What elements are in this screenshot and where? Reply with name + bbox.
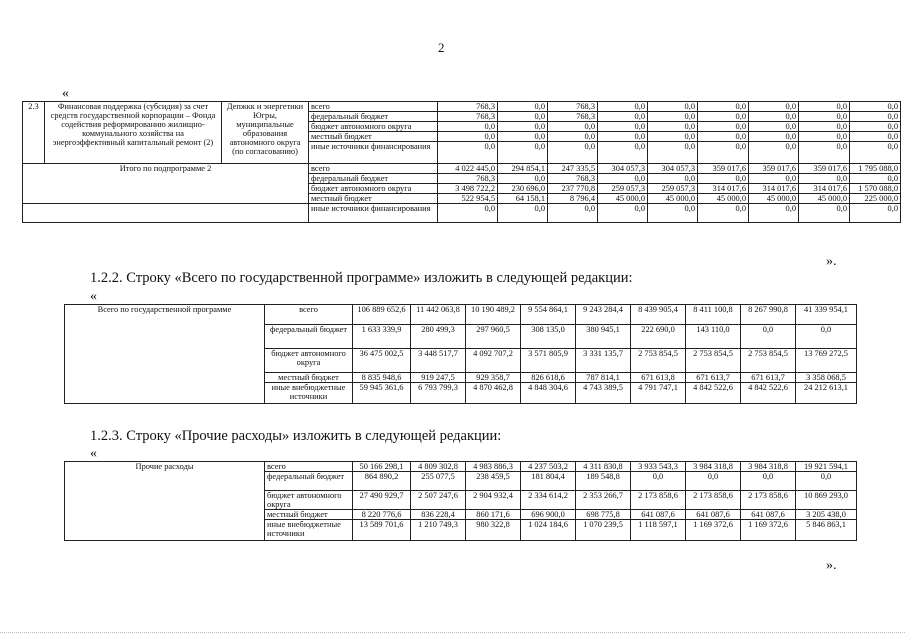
value-cell: 4 791 747,1 [631,383,686,404]
close-quote-1: ». [826,254,837,269]
value-cell: 0,0 [548,132,598,142]
value-cell: 4 870 462,8 [466,383,521,404]
value-cell: 768,3 [548,102,598,112]
funding-source: всего [309,164,438,174]
value-cell: 8 220 776,6 [353,510,411,520]
value-cell: 641 087,6 [631,510,686,520]
state-program-total-table [64,304,857,404]
value-cell: 41 339 954,1 [796,305,857,325]
value-cell: 0,0 [741,472,796,491]
page-number: 2 [438,40,445,55]
row-number: 2.3 [23,102,45,164]
value-cell: 36 475 002,5 [353,349,411,373]
funding-source: бюджет автономного округа [265,491,353,510]
table-row [65,462,857,472]
value-cell: 860 171,6 [466,510,521,520]
value-cell: 3 933 543,3 [631,462,686,472]
value-cell: 59 945 361,6 [353,383,411,404]
value-cell: 671 613,7 [741,373,796,383]
subprogram-2-table [22,101,901,223]
table-row [65,305,857,325]
value-cell: 8 439 905,4 [631,305,686,325]
value-cell: 4 022 445,0 [438,164,498,174]
value-cell: 0,0 [850,174,901,184]
value-cell: 0,0 [698,142,749,164]
value-cell: 0,0 [850,102,901,112]
value-cell: 3 498 722,2 [438,184,498,194]
value-cell: 13 769 272,5 [796,349,857,373]
funding-source: иные внебюджетные источники [265,520,353,541]
value-cell: 2 334 614,2 [521,491,576,510]
funding-source: местный бюджет [265,510,353,520]
value-cell: 0,0 [749,174,799,184]
value-cell: 304 057,3 [598,164,648,174]
value-cell: 0,0 [698,122,749,132]
value-cell: 1 633 339,9 [353,325,411,349]
value-cell: 143 110,0 [686,325,741,349]
value-cell: 359 017,6 [698,164,749,174]
subtotal-name: Итого по подпрограмме 2 [23,164,309,204]
funding-source: всего [265,462,353,472]
value-cell: 0,0 [799,122,850,132]
value-cell: 0,0 [498,112,548,122]
value-cell: 0,0 [648,204,698,223]
value-cell: 4 809 302,8 [411,462,466,472]
heading-1-2-2: 1.2.2. Строку «Всего по государственной программе» изложить в следующей редакции: [90,270,633,286]
value-cell: 1 169 372,6 [741,520,796,541]
value-cell: 255 077,5 [411,472,466,491]
value-cell: 314 017,6 [698,184,749,194]
empty-cell [23,204,309,223]
table-row [23,102,901,112]
value-cell: 980 322,8 [466,520,521,541]
value-cell: 864 890,2 [353,472,411,491]
funding-source: местный бюджет [309,194,438,204]
value-cell: 0,0 [648,112,698,122]
value-cell: 45 000,0 [749,194,799,204]
value-cell: 1 024 184,6 [521,520,576,541]
value-cell: 0,0 [648,102,698,112]
value-cell: 230 696,0 [498,184,548,194]
value-cell: 768,3 [548,174,598,184]
value-cell: 2 173 858,6 [741,491,796,510]
value-cell: 0,0 [648,122,698,132]
value-cell: 671 613,8 [631,373,686,383]
value-cell: 2 507 247,6 [411,491,466,510]
value-cell: 0,0 [598,142,648,164]
value-cell: 0,0 [749,112,799,122]
value-cell: 259 057,3 [648,184,698,194]
value-cell: 919 247,5 [411,373,466,383]
value-cell: 50 166 298,1 [353,462,411,472]
funding-source: бюджет автономного округа [309,122,438,132]
value-cell: 1 070 239,5 [576,520,631,541]
value-cell: 4 092 707,2 [466,349,521,373]
value-cell: 3 358 068,5 [796,373,857,383]
value-cell: 8 835 948,6 [353,373,411,383]
value-cell: 380 945,1 [576,325,631,349]
value-cell: 826 618,6 [521,373,576,383]
value-cell: 0,0 [850,112,901,122]
value-cell: 3 984 318,8 [686,462,741,472]
value-cell: 1 210 749,3 [411,520,466,541]
open-quote-1: « [62,86,69,101]
value-cell: 294 854,1 [498,164,548,174]
value-cell: 768,3 [438,112,498,122]
value-cell: 0,0 [438,204,498,223]
value-cell: 0,0 [749,122,799,132]
value-cell: 0,0 [749,204,799,223]
value-cell: 11 442 063,8 [411,305,466,325]
value-cell: 238 459,5 [466,472,521,491]
value-cell: 768,3 [548,112,598,122]
value-cell: 45 000,0 [648,194,698,204]
value-cell: 3 331 135,7 [576,349,631,373]
value-cell: 5 846 863,1 [796,520,857,541]
value-cell: 1 570 088,0 [850,184,901,194]
value-cell: 6 793 799,3 [411,383,466,404]
value-cell: 4 848 304,6 [521,383,576,404]
value-cell: 189 548,8 [576,472,631,491]
value-cell: 1 118 597,1 [631,520,686,541]
row-title: Прочие расходы [65,462,265,541]
open-quote-3: « [90,446,97,461]
funding-source: всего [265,305,353,325]
value-cell: 2 904 932,4 [466,491,521,510]
value-cell: 10 869 293,0 [796,491,857,510]
value-cell: 0,0 [796,472,857,491]
value-cell: 4 743 389,5 [576,383,631,404]
value-cell: 2 173 858,6 [686,491,741,510]
executor-name: Депжкк и энергетики Югры, муниципальные образования автономного округа (по согласованию) [222,102,309,164]
value-cell: 0,0 [438,122,498,132]
value-cell: 768,3 [438,102,498,112]
funding-source: иные источники финансирования [309,142,438,164]
value-cell: 0,0 [698,204,749,223]
value-cell: 671 613,7 [686,373,741,383]
value-cell: 3 205 438,0 [796,510,857,520]
value-cell: 836 228,4 [411,510,466,520]
value-cell: 280 499,3 [411,325,466,349]
value-cell: 19 921 594,1 [796,462,857,472]
value-cell: 0,0 [548,122,598,132]
value-cell: 0,0 [749,102,799,112]
value-cell: 225 000,0 [850,194,901,204]
funding-source: иные внебюджетные источники [265,383,353,404]
value-cell: 0,0 [548,142,598,164]
value-cell: 4 842 522,6 [686,383,741,404]
value-cell: 314 017,6 [749,184,799,194]
value-cell: 0,0 [850,204,901,223]
value-cell: 45 000,0 [598,194,648,204]
value-cell: 314 017,6 [799,184,850,194]
row-title: Всего по государственной программе [65,305,265,404]
funding-source: иные источники финансирования [309,204,438,223]
value-cell: 64 158,1 [498,194,548,204]
value-cell: 696 900,0 [521,510,576,520]
value-cell: 2 173 858,6 [631,491,686,510]
value-cell: 0,0 [686,472,741,491]
value-cell: 4 842 522,6 [741,383,796,404]
value-cell: 0,0 [799,204,850,223]
funding-source: местный бюджет [265,373,353,383]
value-cell: 929 358,7 [466,373,521,383]
value-cell: 3 571 805,9 [521,349,576,373]
value-cell: 0,0 [498,102,548,112]
value-cell: 259 057,3 [598,184,648,194]
value-cell: 359 017,6 [799,164,850,174]
page-bottom-edge [0,632,905,633]
value-cell: 2 753 854,5 [686,349,741,373]
value-cell: 0,0 [799,132,850,142]
funding-source: федеральный бюджет [265,472,353,491]
value-cell: 0,0 [850,122,901,132]
value-cell: 0,0 [850,142,901,164]
funding-source: всего [309,102,438,112]
value-cell: 0,0 [548,204,598,223]
value-cell: 0,0 [698,102,749,112]
value-cell: 0,0 [799,102,850,112]
value-cell: 0,0 [598,132,648,142]
value-cell: 0,0 [799,112,850,122]
value-cell: 0,0 [498,204,548,223]
value-cell: 181 804,4 [521,472,576,491]
funding-source: бюджет автономного округа [309,184,438,194]
value-cell: 308 135,0 [521,325,576,349]
value-cell: 0,0 [498,122,548,132]
value-cell: 0,0 [749,142,799,164]
other-expenses-table [64,461,857,541]
close-quote-2: ». [826,558,837,573]
value-cell: 8 796,4 [548,194,598,204]
value-cell: 2 753 854,5 [631,349,686,373]
value-cell: 24 212 613,1 [796,383,857,404]
value-cell: 0,0 [598,174,648,184]
value-cell: 0,0 [698,132,749,142]
value-cell: 0,0 [598,102,648,112]
value-cell: 304 057,3 [648,164,698,174]
table-row [23,164,901,174]
value-cell: 0,0 [438,132,498,142]
value-cell: 13 589 701,6 [353,520,411,541]
value-cell: 0,0 [648,132,698,142]
value-cell: 0,0 [598,204,648,223]
value-cell: 2 753 854,5 [741,349,796,373]
value-cell: 698 775,8 [576,510,631,520]
value-cell: 0,0 [799,142,850,164]
value-cell: 247 335,5 [548,164,598,174]
value-cell: 237 770,8 [548,184,598,194]
value-cell: 1 795 088,0 [850,164,901,174]
value-cell: 522 954,5 [438,194,498,204]
value-cell: 0,0 [598,112,648,122]
value-cell: 0,0 [850,132,901,142]
value-cell: 45 000,0 [799,194,850,204]
value-cell: 222 690,0 [631,325,686,349]
funding-source: федеральный бюджет [265,325,353,349]
value-cell: 0,0 [799,174,850,184]
value-cell: 0,0 [749,132,799,142]
value-cell: 4 311 830,8 [576,462,631,472]
value-cell: 4 983 886,3 [466,462,521,472]
value-cell: 3 448 517,7 [411,349,466,373]
heading-1-2-3: 1.2.3. Строку «Прочие расходы» изложить в следующей редакции: [90,428,502,444]
value-cell: 8 267 990,8 [741,305,796,325]
value-cell: 0,0 [796,325,857,349]
value-cell: 0,0 [698,112,749,122]
value-cell: 9 243 284,4 [576,305,631,325]
value-cell: 27 490 929,7 [353,491,411,510]
value-cell: 0,0 [698,174,749,184]
value-cell: 3 984 318,8 [741,462,796,472]
value-cell: 359 017,6 [749,164,799,174]
value-cell: 8 411 100,8 [686,305,741,325]
value-cell: 106 889 652,6 [353,305,411,325]
value-cell: 787 814,1 [576,373,631,383]
value-cell: 0,0 [598,122,648,132]
value-cell: 10 190 489,2 [466,305,521,325]
value-cell: 0,0 [438,142,498,164]
value-cell: 0,0 [631,472,686,491]
value-cell: 2 353 266,7 [576,491,631,510]
measure-name: Финансовая поддержка (субсидия) за счет средств государственной корпорации – Фонда содействия реформированию жилищно-коммунального хозяйства на энергоэффективный капитальный ремонт (2) [45,102,222,164]
value-cell: 768,3 [438,174,498,184]
funding-source: бюджет автономного округа [265,349,353,373]
value-cell: 0,0 [741,325,796,349]
value-cell: 0,0 [648,174,698,184]
value-cell: 9 554 864,1 [521,305,576,325]
value-cell: 641 087,6 [686,510,741,520]
value-cell: 45 000,0 [698,194,749,204]
value-cell: 641 087,6 [741,510,796,520]
funding-source: федеральный бюджет [309,174,438,184]
value-cell: 4 237 503,2 [521,462,576,472]
value-cell: 0,0 [498,142,548,164]
open-quote-2: « [90,289,97,304]
value-cell: 0,0 [498,174,548,184]
value-cell: 0,0 [648,142,698,164]
value-cell: 297 960,5 [466,325,521,349]
funding-source: федеральный бюджет [309,112,438,122]
funding-source: местный бюджет [309,132,438,142]
value-cell: 0,0 [498,132,548,142]
value-cell: 1 169 372,6 [686,520,741,541]
table-row [23,204,901,223]
